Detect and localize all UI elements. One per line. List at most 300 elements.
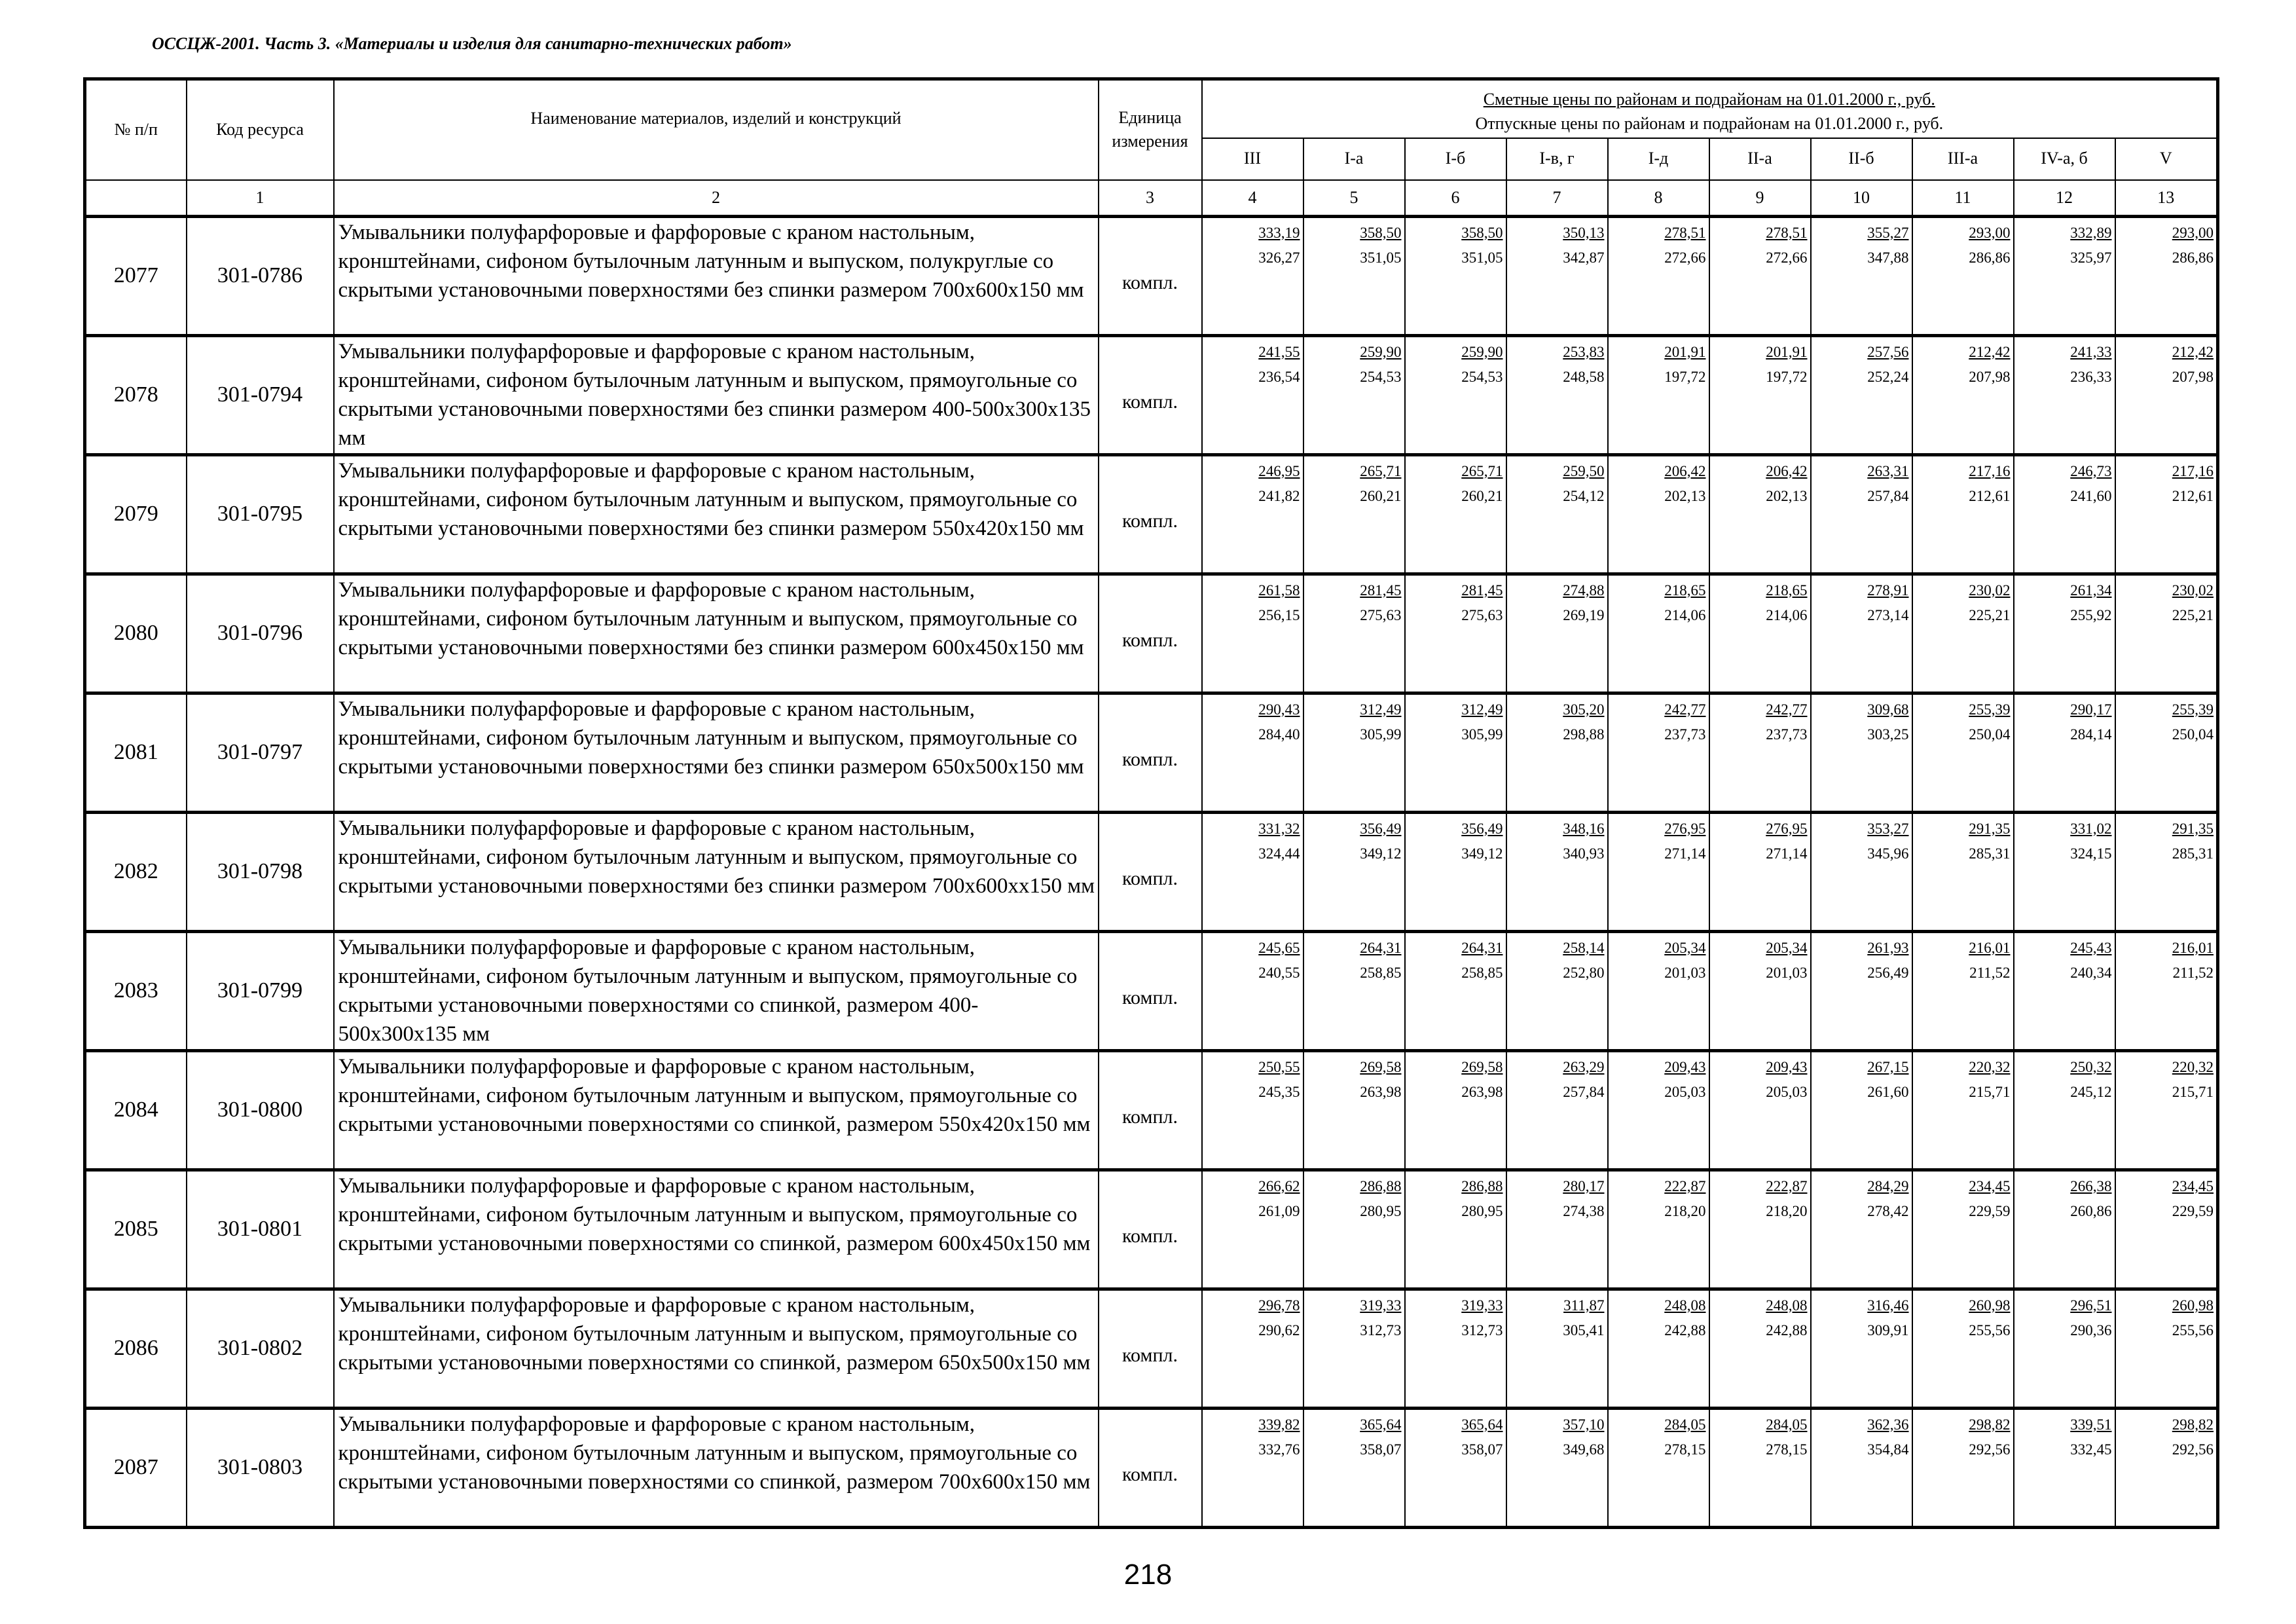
estimate-price: 284,29 [1867, 1177, 1909, 1194]
price-cell [1202, 1050, 1303, 1170]
price-cell [2014, 931, 2115, 1050]
release-price: 237,73 [1664, 726, 1706, 743]
release-price: 245,35 [1258, 1083, 1300, 1100]
price-cell [1709, 812, 1811, 931]
release-price: 332,76 [1258, 1441, 1300, 1458]
row-number: 2086 [85, 1289, 187, 1408]
unit-of-measure: компл. [1099, 454, 1202, 574]
price-cell [1912, 1050, 2014, 1170]
column-number: 1 [187, 180, 334, 217]
release-price: 202,13 [1664, 487, 1706, 504]
price-cell [1709, 1408, 1811, 1527]
estimate-price: 242,77 [1664, 701, 1706, 718]
row-number: 2079 [85, 454, 187, 574]
estimate-price: 218,65 [1766, 581, 1808, 599]
estimate-price: 355,27 [1867, 224, 1909, 241]
release-price: 214,06 [1664, 606, 1706, 623]
price-cell [2014, 812, 2115, 931]
price-cell [1202, 216, 1303, 335]
estimate-price: 274,88 [1563, 581, 1605, 599]
price-cell [1506, 812, 1608, 931]
estimate-price: 263,29 [1563, 1058, 1605, 1075]
release-price: 252,24 [1867, 368, 1909, 385]
page-number: 218 [1123, 1559, 1173, 1591]
price-cell [2115, 454, 2218, 574]
release-price: 255,56 [1969, 1321, 2011, 1338]
row-number: 2085 [85, 1170, 187, 1289]
estimate-price: 201,91 [1664, 343, 1706, 360]
estimate-price: 248,08 [1766, 1297, 1808, 1314]
header-region: I-а [1303, 138, 1405, 180]
price-cell [1202, 1170, 1303, 1289]
price-cell [2014, 216, 2115, 335]
estimate-price: 250,32 [2070, 1058, 2112, 1075]
estimate-price: 312,49 [1461, 701, 1503, 718]
price-cell [1709, 574, 1811, 693]
header-region: II-б [1811, 138, 1912, 180]
header-region: II-а [1709, 138, 1811, 180]
estimate-price: 212,42 [1969, 343, 2011, 360]
estimate-price: 220,32 [2172, 1058, 2214, 1075]
estimate-price: 311,87 [1563, 1297, 1605, 1314]
release-price: 278,15 [1664, 1441, 1706, 1458]
header-region: V [2115, 138, 2218, 180]
estimate-price: 296,51 [2070, 1297, 2112, 1314]
release-price: 240,34 [2070, 964, 2112, 981]
release-price: 258,85 [1360, 964, 1402, 981]
release-price: 211,52 [1969, 964, 2011, 981]
release-price: 342,87 [1563, 249, 1605, 266]
release-price: 225,21 [1969, 606, 2011, 623]
estimate-price: 264,31 [1461, 939, 1503, 956]
release-price: 272,66 [1766, 249, 1808, 266]
header-unit: Единица измерения [1099, 79, 1202, 180]
release-price: 257,84 [1867, 487, 1909, 504]
table-row [85, 216, 2218, 335]
release-price: 290,36 [2070, 1321, 2112, 1338]
estimate-price: 209,43 [1664, 1058, 1706, 1075]
table-row [85, 693, 2218, 812]
resource-code: 301-0798 [187, 812, 334, 931]
resource-code: 301-0786 [187, 216, 334, 335]
release-price: 345,96 [1867, 845, 1909, 862]
price-cell [1202, 454, 1303, 574]
estimate-price: 205,34 [1664, 939, 1706, 956]
estimate-price: 339,82 [1258, 1416, 1300, 1433]
price-cell [2115, 693, 2218, 812]
column-number: 13 [2115, 180, 2218, 217]
column-number: 7 [1506, 180, 1608, 217]
release-price: 273,14 [1867, 606, 1909, 623]
release-price: 312,73 [1360, 1321, 1402, 1338]
release-price: 260,21 [1360, 487, 1402, 504]
estimate-price: 278,91 [1867, 581, 1909, 599]
estimate-price: 265,71 [1360, 462, 1402, 479]
estimate-price: 331,02 [2070, 820, 2112, 837]
price-cell [1811, 216, 1912, 335]
release-price: 260,21 [1461, 487, 1503, 504]
estimate-price: 216,01 [1969, 939, 2011, 956]
price-cell [1405, 1289, 1506, 1408]
release-price: 292,56 [2172, 1441, 2214, 1458]
material-name: Умывальники полуфарфоровые и фарфоровые с краном настольным, кронштейнами, сифоном бутылочным латунным и выпуском, прямоугольные со скрытыми установочными поверхностями со спинкой, размером 400-500х300х135 мм [334, 931, 1099, 1050]
column-number: 6 [1405, 180, 1506, 217]
release-price: 351,05 [1360, 249, 1402, 266]
estimate-price: 248,08 [1664, 1297, 1706, 1314]
header-region: IV-а, б [2014, 138, 2115, 180]
price-cell [2014, 693, 2115, 812]
price-cell [1912, 335, 2014, 454]
estimate-price: 259,50 [1563, 462, 1605, 479]
release-price: 285,31 [1969, 845, 2011, 862]
price-cell [1303, 454, 1405, 574]
price-cell [1303, 1050, 1405, 1170]
estimate-price: 269,58 [1360, 1058, 1402, 1075]
unit-of-measure: компл. [1099, 335, 1202, 454]
unit-of-measure: компл. [1099, 931, 1202, 1050]
price-cell [2014, 1408, 2115, 1527]
estimate-price: 365,64 [1461, 1416, 1503, 1433]
price-cell [2014, 574, 2115, 693]
price-cell [1202, 693, 1303, 812]
price-cell [1912, 1408, 2014, 1527]
price-cell [1506, 1408, 1608, 1527]
price-cell [1506, 1289, 1608, 1408]
price-cell [1811, 1289, 1912, 1408]
column-number: 2 [334, 180, 1099, 217]
release-price: 305,99 [1461, 726, 1503, 743]
price-cell [1709, 454, 1811, 574]
resource-code: 301-0803 [187, 1408, 334, 1527]
price-cell [2014, 1050, 2115, 1170]
row-number: 2077 [85, 216, 187, 335]
estimate-price: 241,55 [1258, 343, 1300, 360]
price-cell [1608, 1408, 1709, 1527]
price-cell [1405, 812, 1506, 931]
price-cell [2115, 574, 2218, 693]
estimate-price: 291,35 [2172, 820, 2214, 837]
price-cell [1811, 1408, 1912, 1527]
header-prices [1202, 79, 2218, 138]
price-cell [1608, 1170, 1709, 1289]
release-price: 261,09 [1258, 1202, 1300, 1219]
column-number: 10 [1811, 180, 1912, 217]
release-price: 298,88 [1563, 726, 1605, 743]
price-table [83, 77, 2219, 1529]
resource-code: 301-0797 [187, 693, 334, 812]
release-price: 255,92 [2070, 606, 2112, 623]
estimate-price: 245,65 [1258, 939, 1300, 956]
estimate-price: 264,31 [1360, 939, 1402, 956]
material-name: Умывальники полуфарфоровые и фарфоровые с краном настольным, кронштейнами, сифоном бутылочным латунным и выпуском, прямоугольные со скрытыми установочными поверхностями со спинкой, размером 600х450х150 мм [334, 1170, 1099, 1289]
price-cell [1709, 1050, 1811, 1170]
price-cell [1811, 1050, 1912, 1170]
material-name: Умывальники полуфарфоровые и фарфоровые с краном настольным, кронштейнами, сифоном бутылочным латунным и выпуском, прямоугольные со скрытыми установочными поверхностями со спинкой, размером 700х600х150 мм [334, 1408, 1099, 1527]
price-cell [1405, 1050, 1506, 1170]
release-price: 340,93 [1563, 845, 1605, 862]
estimate-price: 309,68 [1867, 701, 1909, 718]
resource-code: 301-0802 [187, 1289, 334, 1408]
estimate-price: 246,95 [1258, 462, 1300, 479]
header-name: Наименование материалов, изделий и конструкций [334, 79, 1099, 180]
row-number: 2078 [85, 335, 187, 454]
price-cell [1303, 216, 1405, 335]
release-price: 278,15 [1766, 1441, 1808, 1458]
release-price: 229,59 [2172, 1202, 2214, 1219]
release-price: 241,60 [2070, 487, 2112, 504]
estimate-price: 246,73 [2070, 462, 2112, 479]
header-region: I-д [1608, 138, 1709, 180]
estimate-price: 312,49 [1360, 701, 1402, 718]
estimate-price: 261,58 [1258, 581, 1300, 599]
price-cell [1405, 574, 1506, 693]
price-cell [1709, 693, 1811, 812]
release-price: 263,98 [1461, 1083, 1503, 1100]
estimate-price: 286,88 [1461, 1177, 1503, 1194]
release-price: 258,85 [1461, 964, 1503, 981]
estimate-price: 266,62 [1258, 1177, 1300, 1194]
release-price: 271,14 [1766, 845, 1808, 862]
table-row [85, 1050, 2218, 1170]
price-cell [1608, 812, 1709, 931]
price-cell [1506, 1050, 1608, 1170]
release-price: 305,41 [1563, 1321, 1605, 1338]
release-price: 215,71 [2172, 1083, 2214, 1100]
row-number: 2082 [85, 812, 187, 931]
release-price: 324,15 [2070, 845, 2112, 862]
release-price: 358,07 [1461, 1441, 1503, 1458]
estimate-price: 258,14 [1563, 939, 1605, 956]
release-price: 254,53 [1461, 368, 1503, 385]
release-price: 326,27 [1258, 249, 1300, 266]
price-cell [2014, 1289, 2115, 1408]
release-price: 272,66 [1664, 249, 1706, 266]
estimate-price: 290,43 [1258, 701, 1300, 718]
row-number: 2083 [85, 931, 187, 1050]
price-cell [1811, 454, 1912, 574]
release-price: 260,86 [2070, 1202, 2112, 1219]
release-price: 197,72 [1766, 368, 1808, 385]
unit-of-measure: компл. [1099, 693, 1202, 812]
price-cell [1608, 216, 1709, 335]
price-cell [1912, 693, 2014, 812]
estimate-price: 358,50 [1461, 224, 1503, 241]
unit-of-measure: компл. [1099, 812, 1202, 931]
estimate-price: 201,91 [1766, 343, 1808, 360]
release-price: 305,99 [1360, 726, 1402, 743]
estimate-price: 356,49 [1360, 820, 1402, 837]
price-cell [1405, 1170, 1506, 1289]
price-cell [1405, 216, 1506, 335]
estimate-price: 217,16 [1969, 462, 2011, 479]
price-cell [1506, 216, 1608, 335]
estimate-price: 284,05 [1766, 1416, 1808, 1433]
release-price: 197,72 [1664, 368, 1706, 385]
estimate-price: 220,32 [1969, 1058, 2011, 1075]
price-cell [1912, 454, 2014, 574]
price-cell [1405, 693, 1506, 812]
price-cell [1506, 574, 1608, 693]
release-price: 237,73 [1766, 726, 1808, 743]
estimate-price: 353,27 [1867, 820, 1909, 837]
column-number: 4 [1202, 180, 1303, 217]
release-price: 354,84 [1867, 1441, 1909, 1458]
unit-of-measure: компл. [1099, 216, 1202, 335]
release-price: 349,68 [1563, 1441, 1605, 1458]
price-cell [1202, 574, 1303, 693]
material-name: Умывальники полуфарфоровые и фарфоровые с краном настольным, кронштейнами, сифоном бутылочным латунным и выпуском, прямоугольные со скрытыми установочными поверхностями без спинки размером 550х420х150 мм [334, 454, 1099, 574]
row-number: 2087 [85, 1408, 187, 1527]
estimate-price: 269,58 [1461, 1058, 1503, 1075]
release-price: 214,06 [1766, 606, 1808, 623]
price-cell [2115, 335, 2218, 454]
price-cell [1506, 454, 1608, 574]
release-price: 252,80 [1563, 964, 1605, 981]
estimate-price: 266,38 [2070, 1177, 2112, 1194]
estimate-price: 333,19 [1258, 224, 1300, 241]
estimate-price: 257,56 [1867, 343, 1909, 360]
release-price: 271,14 [1664, 845, 1706, 862]
estimate-price: 212,42 [2172, 343, 2214, 360]
price-cell [1608, 693, 1709, 812]
release-price: 248,58 [1563, 368, 1605, 385]
estimate-price: 242,77 [1766, 701, 1808, 718]
release-price: 269,19 [1563, 606, 1605, 623]
estimate-price: 276,95 [1766, 820, 1808, 837]
unit-of-measure: компл. [1099, 1170, 1202, 1289]
price-cell [1303, 931, 1405, 1050]
header-region: I-в, г [1506, 138, 1608, 180]
table-row [85, 335, 2218, 454]
unit-of-measure: компл. [1099, 1408, 1202, 1527]
price-cell [1811, 1170, 1912, 1289]
release-price: 349,12 [1461, 845, 1503, 862]
price-cell [1811, 812, 1912, 931]
release-price: 263,98 [1360, 1083, 1402, 1100]
estimate-price: 298,82 [1969, 1416, 2011, 1433]
price-cell [1303, 1408, 1405, 1527]
estimate-price: 260,98 [1969, 1297, 2011, 1314]
column-number: 5 [1303, 180, 1405, 217]
release-price: 250,04 [1969, 726, 2011, 743]
estimate-price: 206,42 [1664, 462, 1706, 479]
release-price: 284,14 [2070, 726, 2112, 743]
estimate-price: 265,71 [1461, 462, 1503, 479]
price-cell [1608, 454, 1709, 574]
estimate-price: 230,02 [2172, 581, 2214, 599]
release-price: 278,42 [1867, 1202, 1909, 1219]
price-cell [2014, 1170, 2115, 1289]
unit-of-measure: компл. [1099, 1289, 1202, 1408]
price-cell [1811, 574, 1912, 693]
release-price: 280,95 [1360, 1202, 1402, 1219]
estimate-price: 348,16 [1563, 820, 1605, 837]
estimate-price: 281,45 [1461, 581, 1503, 599]
release-price: 256,49 [1867, 964, 1909, 981]
release-price: 275,63 [1360, 606, 1402, 623]
release-price: 236,54 [1258, 368, 1300, 385]
table-row [85, 574, 2218, 693]
release-price: 205,03 [1766, 1083, 1808, 1100]
price-cell [1811, 335, 1912, 454]
estimate-price: 245,43 [2070, 939, 2112, 956]
price-cell [1709, 216, 1811, 335]
estimate-price: 259,90 [1360, 343, 1402, 360]
header-region: III-а [1912, 138, 2014, 180]
material-name: Умывальники полуфарфоровые и фарфоровые с краном настольным, кронштейнами, сифоном бутылочным латунным и выпуском, прямоугольные со скрытыми установочными поверхностями со спинкой, размером 650х500х150 мм [334, 1289, 1099, 1408]
price-cell [1811, 931, 1912, 1050]
material-name: Умывальники полуфарфоровые и фарфоровые с краном настольным, кронштейнами, сифоном бутылочным латунным и выпуском, прямоугольные со скрытыми установочными поверхностями без спинки размером 400-500х300х135 мм [334, 335, 1099, 454]
table-row [85, 1408, 2218, 1527]
estimate-price: 278,51 [1664, 224, 1706, 241]
price-cell [1912, 1170, 2014, 1289]
release-price: 211,52 [2172, 964, 2214, 981]
material-name: Умывальники полуфарфоровые и фарфоровые с краном настольным, кронштейнами, сифоном бутылочным латунным и выпуском, прямоугольные со скрытыми установочными поверхностями со спинкой, размером 550х420х150 мм [334, 1050, 1099, 1170]
release-price: 225,21 [2172, 606, 2214, 623]
release-price: 205,03 [1664, 1083, 1706, 1100]
estimate-price: 290,17 [2070, 701, 2112, 718]
row-number: 2084 [85, 1050, 187, 1170]
price-cell [1709, 335, 1811, 454]
price-cell [1303, 335, 1405, 454]
header-prices-release: Отпускные цены по районам и подрайонам на 01.01.2000 г., руб. [1475, 114, 1944, 134]
release-price: 325,97 [2070, 249, 2112, 266]
release-price: 255,56 [2172, 1321, 2214, 1338]
material-name: Умывальники полуфарфоровые и фарфоровые с краном настольным, кронштейнами, сифоном бутылочным латунным и выпуском, полукруглые со скрытыми установочными поверхностями без спинки размером 700х600х150 мм [334, 216, 1099, 335]
resource-code: 301-0801 [187, 1170, 334, 1289]
material-name: Умывальники полуфарфоровые и фарфоровые с краном настольным, кронштейнами, сифоном бутылочным латунным и выпуском, прямоугольные со скрытыми установочными поверхностями без спинки размером 600х450х150 мм [334, 574, 1099, 693]
estimate-price: 217,16 [2172, 462, 2214, 479]
table-row [85, 454, 2218, 574]
price-cell [2115, 931, 2218, 1050]
estimate-price: 278,51 [1766, 224, 1808, 241]
resource-code: 301-0800 [187, 1050, 334, 1170]
estimate-price: 291,35 [1969, 820, 2011, 837]
release-price: 275,63 [1461, 606, 1503, 623]
price-cell [2014, 335, 2115, 454]
price-cell [1303, 574, 1405, 693]
price-cell [1506, 1170, 1608, 1289]
price-cell [1912, 812, 2014, 931]
release-price: 254,12 [1563, 487, 1605, 504]
estimate-price: 209,43 [1766, 1058, 1808, 1075]
release-price: 274,38 [1563, 1202, 1605, 1219]
release-price: 236,33 [2070, 368, 2112, 385]
release-price: 212,61 [1969, 487, 2011, 504]
table-row [85, 931, 2218, 1050]
price-cell [1303, 1170, 1405, 1289]
release-price: 202,13 [1766, 487, 1808, 504]
estimate-price: 261,93 [1867, 939, 1909, 956]
price-cell [1608, 1050, 1709, 1170]
estimate-price: 261,34 [2070, 581, 2112, 599]
price-cell [2115, 216, 2218, 335]
release-price: 324,44 [1258, 845, 1300, 862]
price-cell [1912, 931, 2014, 1050]
material-name: Умывальники полуфарфоровые и фарфоровые с краном настольным, кронштейнами, сифоном бутылочным латунным и выпуском, прямоугольные со скрытыми установочными поверхностями без спинки размером 650х500х150 мм [334, 693, 1099, 812]
estimate-price: 230,02 [1969, 581, 2011, 599]
release-price: 309,91 [1867, 1321, 1909, 1338]
estimate-price: 216,01 [2172, 939, 2214, 956]
column-number [85, 180, 187, 217]
release-price: 351,05 [1461, 249, 1503, 266]
estimate-price: 298,82 [2172, 1416, 2214, 1433]
estimate-price: 234,45 [1969, 1177, 2011, 1194]
price-cell [2115, 812, 2218, 931]
price-cell [1202, 931, 1303, 1050]
estimate-price: 331,32 [1258, 820, 1300, 837]
price-cell [1202, 1289, 1303, 1408]
